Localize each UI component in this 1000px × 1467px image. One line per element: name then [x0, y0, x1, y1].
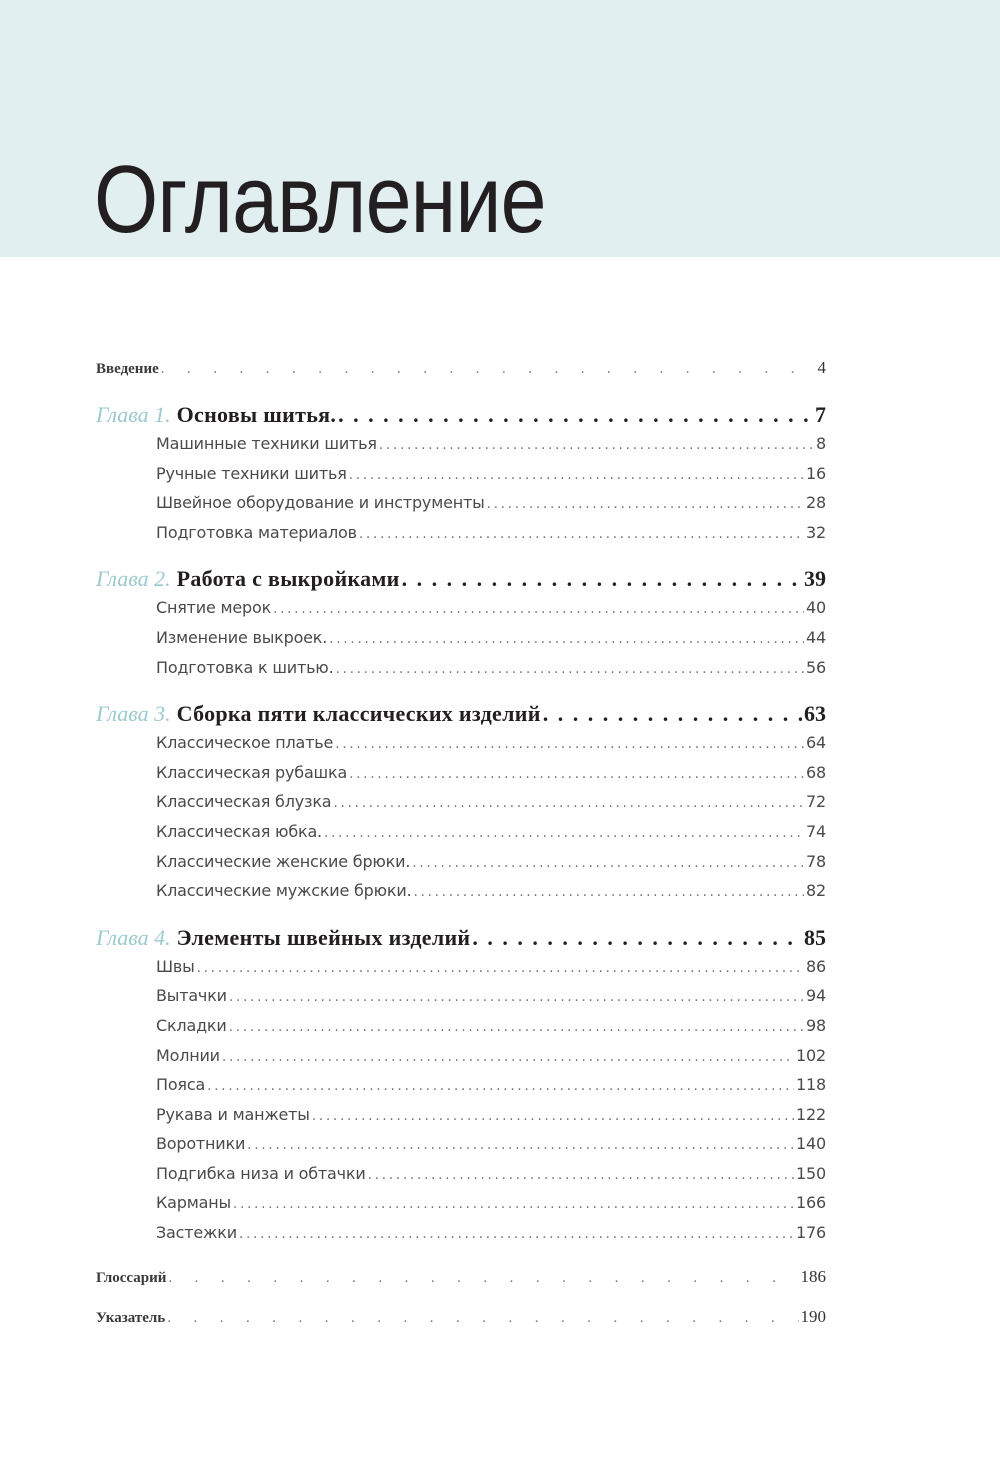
header-band: [0, 0, 1000, 257]
section-entry[interactable]: [96, 434, 826, 464]
dot-leader: [543, 701, 802, 727]
section-entry[interactable]: [96, 1016, 826, 1046]
section-title: Классическая юбка.: [156, 821, 322, 841]
entry-title: Указатель: [96, 1309, 166, 1326]
chapter-label: Глава 3.: [96, 701, 171, 727]
chapter-4: [96, 925, 826, 1253]
dot-leader: [338, 402, 813, 428]
dot-leader: [379, 437, 814, 453]
section-title: Воротники: [156, 1134, 246, 1154]
section-entry[interactable]: [96, 1164, 826, 1194]
section-title: Складки: [156, 1015, 227, 1035]
page-number: 4: [817, 358, 826, 377]
dot-leader: [335, 661, 804, 677]
section-title: Ручные техники шитья: [156, 463, 347, 483]
toc-entry-index[interactable]: [96, 1307, 826, 1337]
section-entry[interactable]: [96, 763, 826, 793]
dot-leader: [168, 1270, 798, 1287]
dot-leader: [402, 566, 802, 592]
dot-leader: [247, 1137, 794, 1153]
section-title: Подготовка материалов: [156, 522, 357, 542]
page-number: 176: [796, 1223, 826, 1243]
section-entry[interactable]: [96, 598, 826, 628]
section-entry[interactable]: [96, 1075, 826, 1105]
section-entry[interactable]: [96, 464, 826, 494]
entry-title: Глоссарий: [96, 1269, 167, 1286]
dot-leader: [197, 960, 804, 976]
chapter-2: [96, 566, 826, 687]
section-entry[interactable]: [96, 1193, 826, 1223]
section-title: Вытачки: [156, 986, 227, 1006]
chapter-label: Глава 1.: [96, 402, 171, 427]
chapter-label: Глава 4.: [96, 924, 171, 950]
entry-title: Введение: [96, 361, 159, 377]
section-title: Швейное оборудование и инструменты: [156, 493, 485, 513]
page-number: 85: [804, 924, 826, 950]
dot-leader: [233, 1196, 794, 1212]
dot-leader: [273, 601, 804, 617]
table-of-contents: [96, 358, 826, 1337]
dot-leader: [161, 361, 816, 378]
page-number: 140: [796, 1134, 826, 1154]
page-number: 118: [796, 1075, 826, 1095]
dot-leader: [472, 925, 802, 951]
page-number: 32: [806, 522, 826, 542]
dot-leader: [413, 884, 804, 900]
spacer: [96, 1257, 826, 1267]
dot-leader: [359, 526, 804, 542]
chapter-heading[interactable]: [96, 566, 826, 598]
section-title: Швы: [156, 956, 195, 976]
chapter-title: Элементы швейных изделий: [176, 924, 471, 950]
dot-leader: [239, 1226, 794, 1242]
section-title: Снятие мерок: [156, 598, 272, 618]
page-number: 86: [806, 956, 826, 976]
section-entry[interactable]: [96, 1223, 826, 1253]
page-number: 63: [804, 701, 826, 727]
dot-leader: [333, 795, 804, 811]
section-entry[interactable]: [96, 733, 826, 763]
section-title: Изменение выкроек.: [156, 627, 328, 647]
section-entry[interactable]: [96, 1105, 826, 1135]
section-title: Классическое платье: [156, 733, 334, 753]
page-title: Оглавление: [94, 146, 546, 253]
section-entry[interactable]: [96, 852, 826, 882]
chapter-heading[interactable]: [96, 402, 826, 434]
page-number: 40: [806, 598, 826, 618]
chapter-title: Сборка пяти классических изделий: [176, 701, 541, 727]
section-title: Машинные техники шитья: [156, 434, 377, 453]
dot-leader: [349, 467, 804, 483]
section-title: Пояса: [156, 1075, 206, 1095]
page-number: 102: [796, 1045, 826, 1065]
dot-leader: [167, 1310, 798, 1327]
chapter-heading[interactable]: [96, 925, 826, 957]
chapter-label: Глава 2.: [96, 566, 171, 592]
section-title: Подгибка низа и обтачки: [156, 1163, 366, 1183]
page-number: 64: [806, 733, 826, 753]
toc-entry-intro[interactable]: [96, 358, 826, 388]
section-entry[interactable]: [96, 881, 826, 911]
page-number: 28: [806, 493, 826, 513]
dot-leader: [222, 1049, 794, 1065]
section-title: Молнии: [156, 1045, 220, 1065]
page-number: 78: [806, 851, 826, 871]
chapter-3: [96, 701, 826, 911]
page-number: 166: [796, 1193, 826, 1213]
section-entry[interactable]: [96, 628, 826, 658]
section-entry[interactable]: [96, 493, 826, 523]
dot-leader: [207, 1078, 794, 1094]
page-number: 82: [806, 881, 826, 901]
dot-leader: [229, 989, 804, 1005]
page-number: 39: [804, 566, 826, 592]
section-entry[interactable]: [96, 822, 826, 852]
section-entry[interactable]: [96, 1134, 826, 1164]
page-number: 72: [806, 792, 826, 812]
section-title: Застежки: [156, 1223, 237, 1243]
page-number: 7: [815, 402, 826, 427]
section-entry[interactable]: [96, 986, 826, 1016]
page-number: 74: [806, 821, 826, 841]
page-number: 186: [800, 1266, 826, 1286]
section-title: Подготовка к шитью.: [156, 657, 334, 677]
section-title: Классические мужские брюки.: [156, 881, 412, 901]
toc-entry-glossary[interactable]: [96, 1267, 826, 1307]
dot-leader: [324, 825, 804, 841]
page-number: 150: [796, 1163, 826, 1183]
section-title: Рукава и манжеты: [156, 1104, 310, 1124]
page-number: 16: [806, 463, 826, 483]
page-number: 56: [806, 657, 826, 677]
page-number: 8: [816, 434, 826, 453]
page-number: 44: [806, 627, 826, 647]
chapter-title: Основы шитья.: [176, 402, 337, 427]
page-number: 190: [800, 1306, 826, 1326]
section-title: Классические женские брюки.: [156, 851, 411, 871]
chapter-heading[interactable]: [96, 701, 826, 733]
dot-leader: [349, 766, 804, 782]
page-number: 98: [806, 1015, 826, 1035]
dot-leader: [312, 1108, 794, 1124]
page-number: 94: [806, 986, 826, 1006]
section-title: Классическая рубашка: [156, 762, 348, 782]
dot-leader: [368, 1167, 794, 1183]
section-title: Карманы: [156, 1193, 231, 1213]
section-entry[interactable]: [96, 1046, 826, 1076]
dot-leader: [229, 1019, 804, 1035]
dot-leader: [335, 736, 804, 752]
page-number: 122: [796, 1104, 826, 1124]
chapter-1: [96, 402, 826, 552]
dot-leader: [329, 631, 804, 647]
dot-leader: [487, 496, 805, 512]
section-title: Классическая блузка: [156, 792, 332, 812]
section-entry[interactable]: [96, 523, 826, 553]
dot-leader: [412, 855, 804, 871]
page-number: 68: [806, 762, 826, 782]
section-entry[interactable]: [96, 792, 826, 822]
chapter-title: Работа с выкройками: [176, 566, 400, 592]
section-entry[interactable]: [96, 658, 826, 688]
section-entry[interactable]: [96, 957, 826, 987]
